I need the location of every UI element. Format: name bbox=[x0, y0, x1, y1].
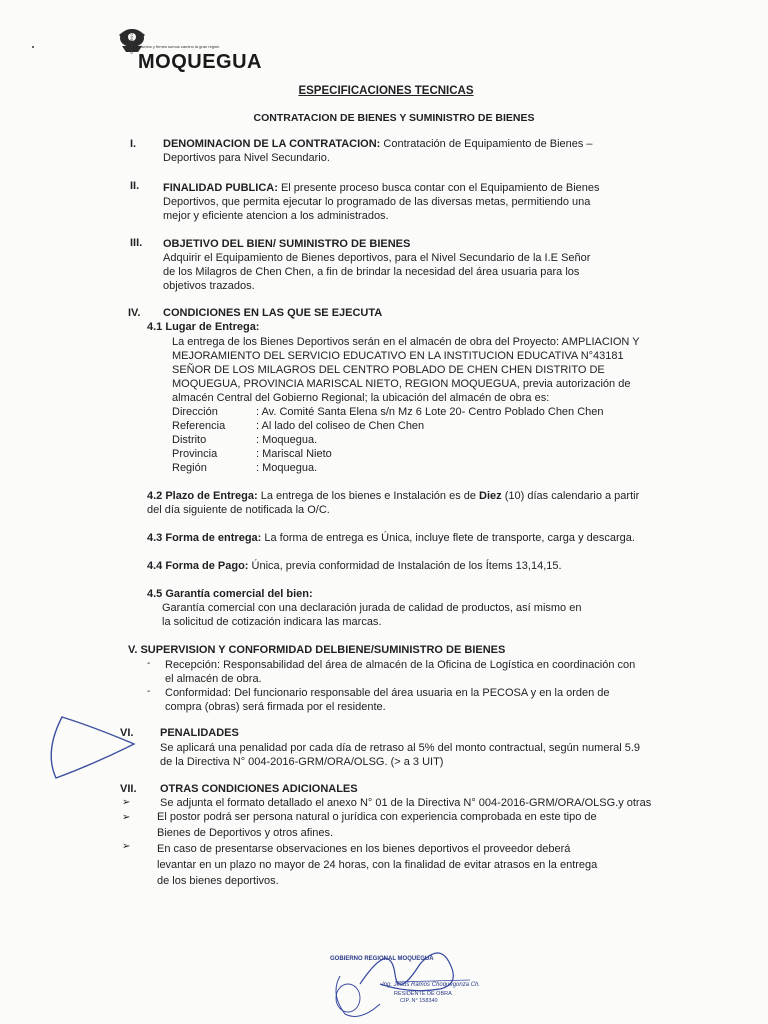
section-5-bullet-2-line-1: Conformidad: Del funcionario responsable del área usuaria en la PECOSA y en la orden de bbox=[165, 687, 610, 699]
section-7-number: VII. bbox=[120, 783, 137, 795]
subsection-4-1-heading: 4.1 Lugar de Entrega: bbox=[147, 321, 260, 333]
pen-triangle-mark bbox=[34, 712, 144, 792]
dash-bullet: - bbox=[147, 686, 151, 697]
section-1-line-1: DENOMINACION DE LA CONTRATACION: Contratación de Equipamiento de Bienes – bbox=[163, 138, 593, 150]
logo-tagline: Juntos y firmes somos camino la gran región bbox=[140, 44, 220, 49]
section-7-bullet-3-line-3: de los bienes deportivos. bbox=[157, 875, 279, 887]
dash-bullet: - bbox=[147, 658, 151, 669]
section-2-number: II. bbox=[130, 180, 140, 192]
subsection-4-5-line-1: Garantía comercial con una declaración jurada de calidad de productos, así mismo en bbox=[162, 602, 582, 614]
location-value-region: : Moquegua. bbox=[256, 462, 318, 474]
section-6-heading: PENALIDADES bbox=[160, 727, 239, 739]
section-5-bullet-2-line-2: compra (obras) será firmada por el residente. bbox=[165, 701, 386, 713]
subsection-4-5-heading: 4.5 Garantía comercial del bien: bbox=[147, 588, 313, 600]
speck bbox=[32, 46, 34, 48]
location-value-provincia: : Mariscal Nieto bbox=[256, 448, 332, 460]
subsection-4-1-line-1: La entrega de los Bienes Deportivos serán en el almacén de obra del Proyecto: AMPLIACION Y bbox=[172, 336, 640, 348]
location-label-distrito: Distrito bbox=[172, 434, 207, 446]
section-3-line-1: Adquirir el Equipamiento de Bienes deportivos, para el Nivel Secundario de la I.E Señor bbox=[163, 252, 591, 264]
section-4-number: IV. bbox=[128, 307, 141, 319]
location-value-referencia: : Al lado del coliseo de Chen Chen bbox=[256, 420, 425, 432]
stamp-role: RESIDENTE DE OBRA bbox=[394, 991, 452, 997]
stamp-cip: CIP. N° 158340 bbox=[400, 998, 438, 1004]
arrow-bullet-icon: ➢ bbox=[122, 797, 131, 808]
section-6-line-1: Se aplicará una penalidad por cada día de retraso al 5% del monto contractual, según numeral 5.9 bbox=[160, 742, 641, 754]
section-3-line-3: objetivos trazados. bbox=[163, 280, 255, 292]
subsection-4-2-line-1: 4.2 Plazo de Entrega: La entrega de los bienes e Instalación es de Diez (10) días calendario a partir bbox=[147, 490, 640, 502]
page-title: ESPECIFICACIONES TECNICAS bbox=[298, 85, 474, 97]
subsection-4-4: 4.4 Forma de Pago: Única, previa conformidad de Instalación de los Ítems 13,14,15. bbox=[147, 560, 562, 572]
subsection-4-1-line-4: MOQUEGUA, PROVINCIA MARISCAL NIETO, REGION MOQUEGUA, previa autorización de bbox=[172, 378, 631, 390]
arrow-bullet-icon: ➢ bbox=[122, 812, 131, 823]
page-subtitle: CONTRATACION DE BIENES Y SUMINISTRO DE BIENES bbox=[253, 112, 535, 124]
location-label-provincia: Provincia bbox=[172, 448, 218, 460]
section-6-number: VI. bbox=[120, 727, 134, 739]
section-6-line-2: de la Directiva N° 004-2016-GRM/ORA/OLSG. (> a 3 UIT) bbox=[160, 756, 444, 768]
section-3-heading: OBJETIVO DEL BIEN/ SUMINISTRO DE BIENES bbox=[163, 238, 411, 250]
subsection-4-1-line-2: MEJORAMIENTO DEL SERVICIO EDUCATIVO EN LA INSTITUCION EDUCATIVA N°43181 bbox=[172, 350, 624, 362]
section-2-line-1: FINALIDAD PUBLICA: El presente proceso busca contar con el Equipamiento de Bienes bbox=[163, 182, 600, 194]
section-7-bullet-2-line-2: Bienes de Deportivos y otros afines. bbox=[157, 827, 334, 839]
section-7-bullet-3-line-2: levantar en un plazo no mayor de 24 horas, con la finalidad de evitar atrasos en la entrega bbox=[157, 859, 598, 871]
section-2-line-2: Deportivos, que permita ejecutar lo programado de las diversas metas, permitiendo una bbox=[163, 196, 591, 208]
arrow-bullet-icon: ➢ bbox=[122, 841, 131, 852]
section-1-number: I. bbox=[130, 138, 137, 150]
section-4-heading: CONDICIONES EN LAS QUE SE EJECUTA bbox=[163, 307, 383, 319]
section-3-number: III. bbox=[130, 237, 143, 249]
stamp-title: GOBIERNO REGIONAL MOQUEGUA bbox=[330, 956, 434, 962]
subsection-4-1-line-3: SEÑOR DE LOS MILAGROS DEL CENTRO POBLADO DE CHEN CHEN DISTRITO DE bbox=[172, 364, 605, 376]
section-5-bullet-1-line-2: el almacén de obra. bbox=[165, 673, 262, 685]
location-value-distrito: : Moquegua. bbox=[256, 434, 318, 446]
moquegua-logo bbox=[108, 24, 262, 80]
section-3-line-2: de los Milagros de Chen Chen, a fin de brindar la necesidad del área usuaria para los bbox=[163, 266, 580, 278]
location-label-referencia: Referencia bbox=[172, 420, 226, 432]
section-5-heading: V. SUPERVISION Y CONFORMIDAD DELBIENE/SUMINISTRO DE BIENES bbox=[128, 644, 506, 656]
logo-wordmark: MOQUEGUA bbox=[138, 51, 262, 73]
official-stamp bbox=[300, 944, 500, 1024]
location-label-region: Región bbox=[172, 462, 207, 474]
location-value-direccion: : Av. Comité Santa Elena s/n Mz 6 Lote 20- Centro Poblado Chen Chen bbox=[256, 406, 604, 418]
section-7-bullet-2-line-1: El postor podrá ser persona natural o jurídica con experiencia comprobada en este tipo de bbox=[157, 811, 597, 823]
section-2-line-3: mejor y eficiente atencion a los administrados. bbox=[163, 210, 389, 222]
section-5-bullet-1-line-1: Recepción: Responsabilidad del área de almacén de la Oficina de Logística en coordinación con bbox=[165, 659, 636, 671]
location-label-direccion: Dirección bbox=[172, 406, 218, 418]
stamp-name: Ing. Jesús Ramos Choquegonza Ch. bbox=[382, 982, 481, 988]
subsection-4-3: 4.3 Forma de entrega: La forma de entrega es Única, incluye flete de transporte, carga y descarga. bbox=[147, 532, 635, 544]
subsection-4-5-line-2: la solicitud de cotización indicara las marcas. bbox=[162, 616, 382, 628]
logo-side-text: GOBIERNO bbox=[129, 32, 134, 54]
section-7-bullet-1: Se adjunta el formato detallado el anexo N° 01 de la Directiva N° 004-2016-GRM/ORA/OLSG.y otras bbox=[160, 797, 652, 809]
subsection-4-1-line-5: almacén Central del Gobierno Regional; la ubicación del almacén de obra es: bbox=[172, 392, 550, 404]
section-7-heading: OTRAS CONDICIONES ADICIONALES bbox=[160, 783, 358, 795]
section-7-bullet-3-line-1: En caso de presentarse observaciones en los bienes deportivos el proveedor deberá bbox=[157, 843, 571, 855]
section-1-line-2: Deportivos para Nivel Secundario. bbox=[163, 152, 330, 164]
subsection-4-2-line-2: del día siguiente de notificada la O/C. bbox=[147, 504, 330, 516]
